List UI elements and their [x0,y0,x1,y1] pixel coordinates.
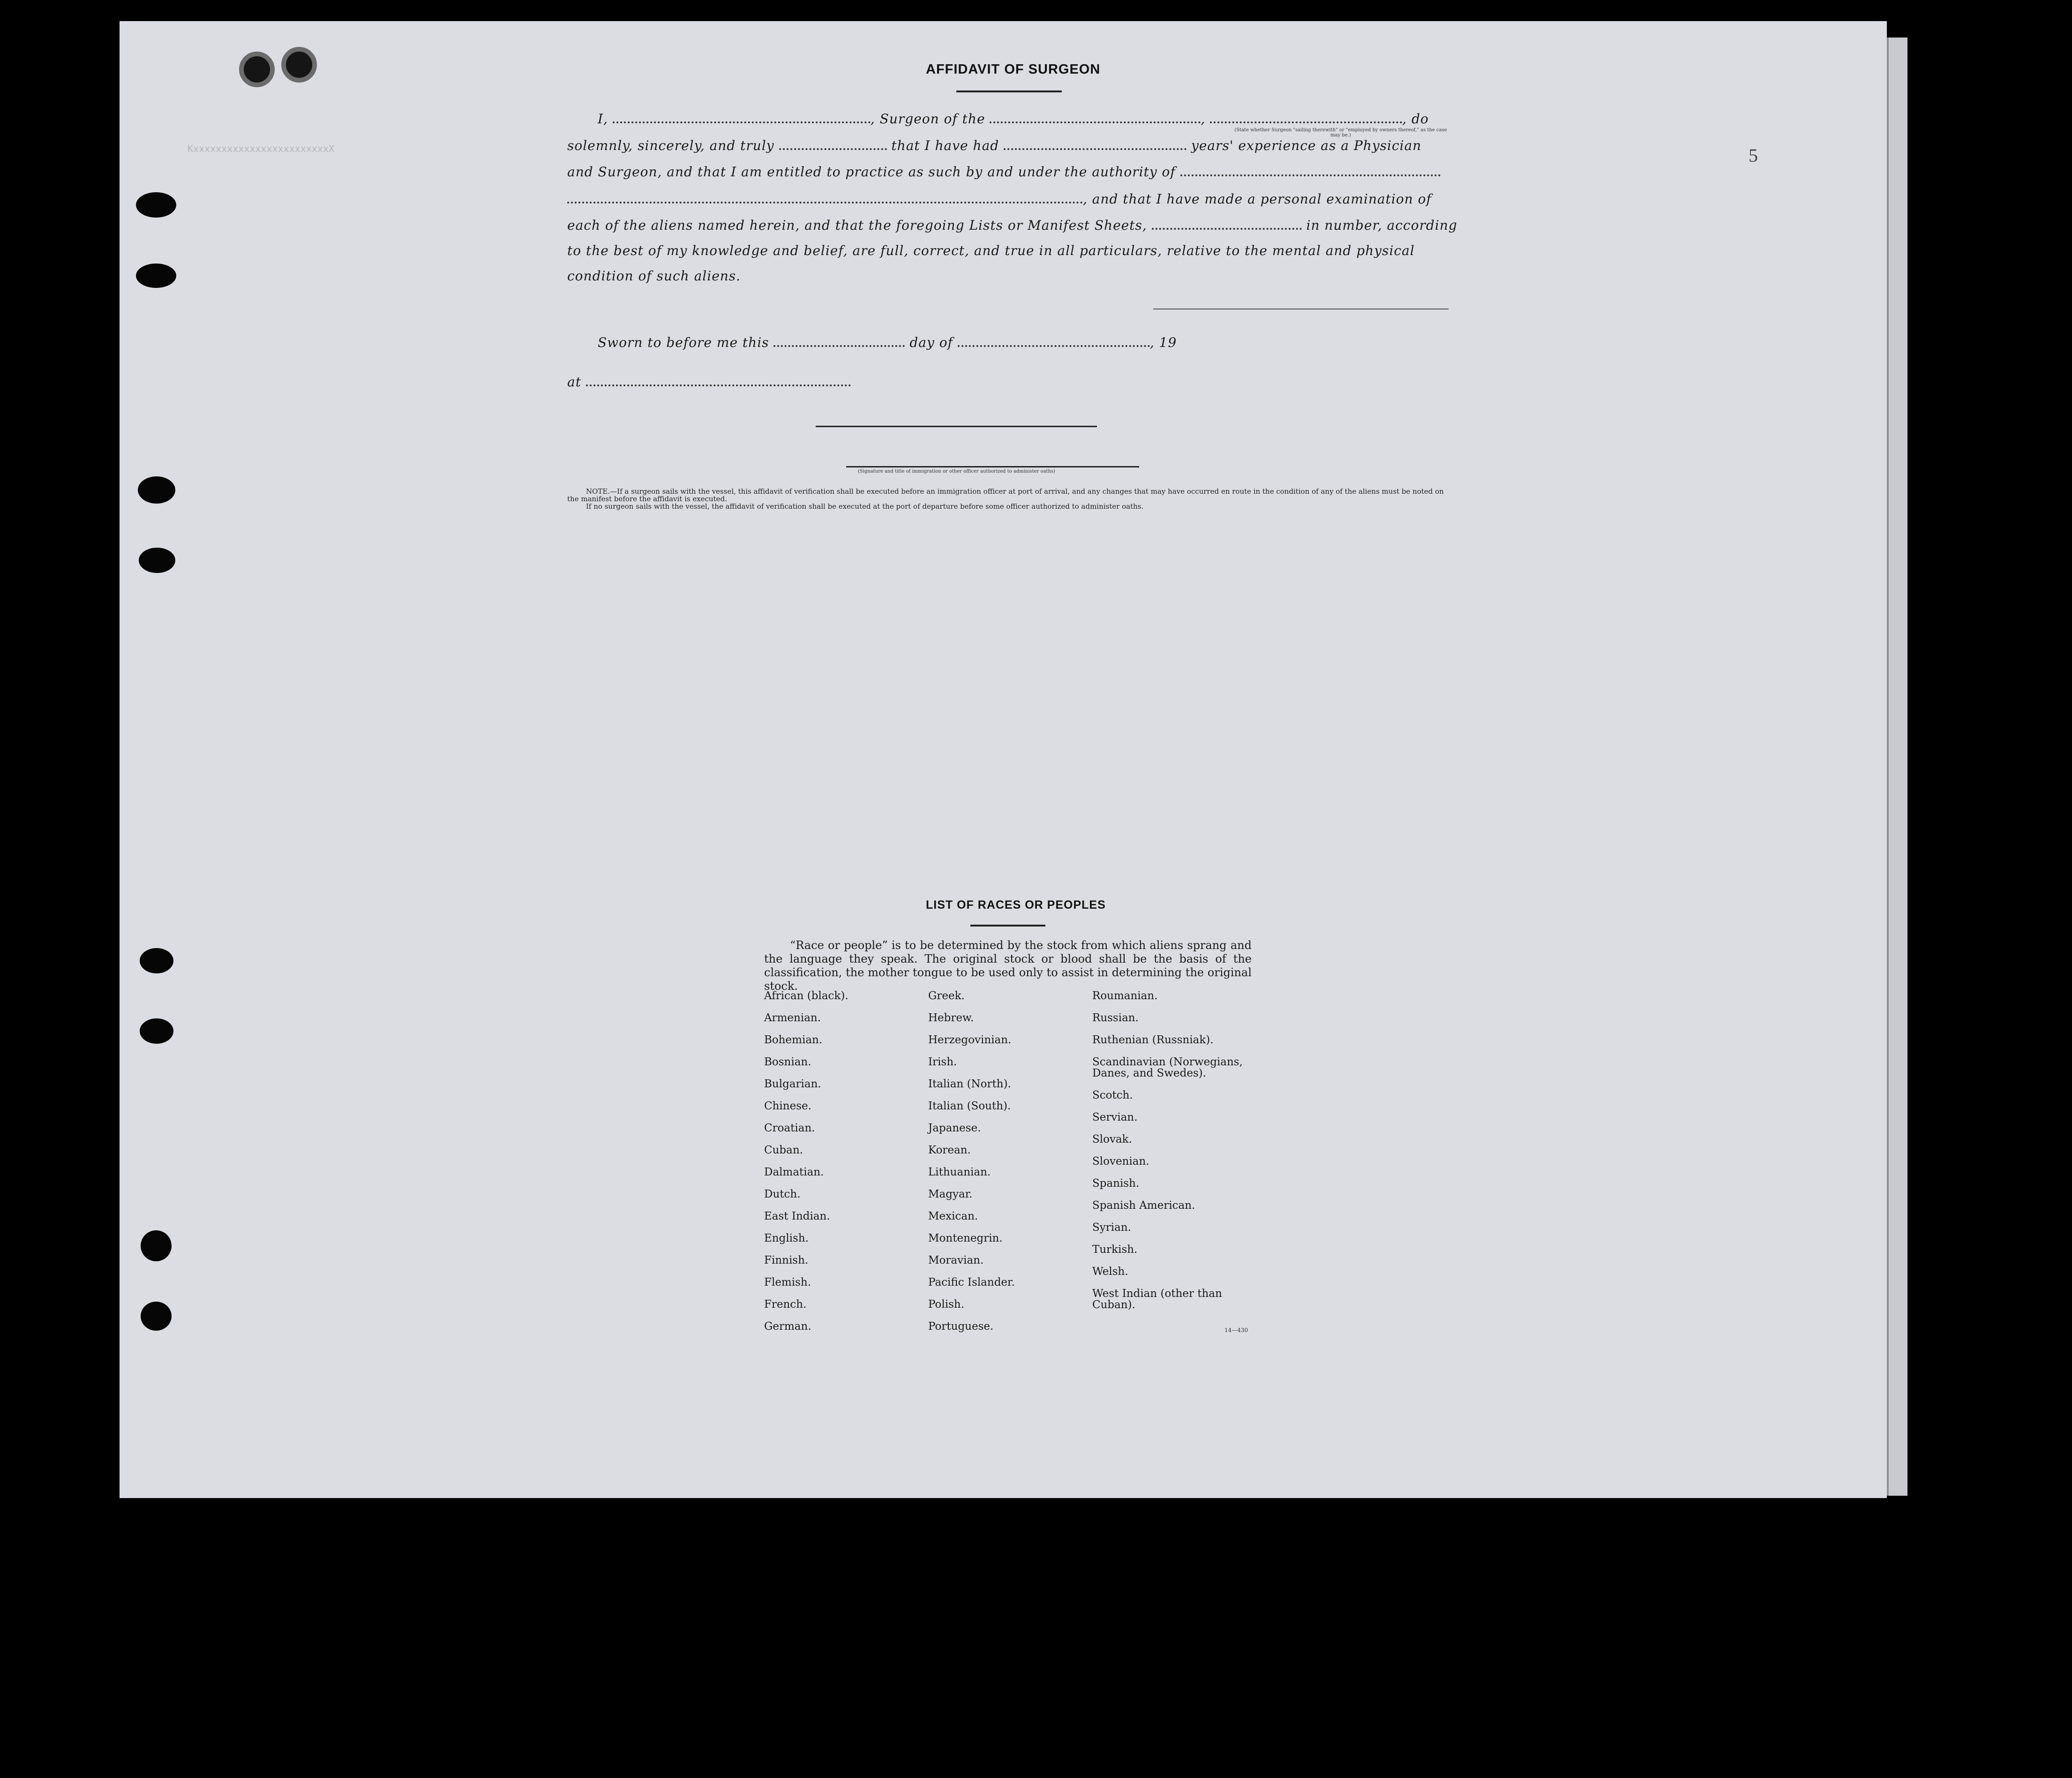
title-underline [956,90,1062,92]
race-item: Scotch. [1092,1089,1133,1101]
race-item: French. [764,1298,807,1311]
race-item: Korean. [928,1144,971,1156]
race-item: Herzegovinian. [928,1034,1012,1046]
race-item: Flemish. [764,1276,811,1288]
surgeon-name-field[interactable] [613,110,871,123]
race-item: Croatian. [764,1122,815,1134]
race-item: West Indian (other than Cuban). [1092,1288,1222,1311]
oath-field[interactable] [779,137,887,150]
race-item: Russian. [1092,1012,1139,1024]
officer-signature-caption: (Signature and title of immigration or other officer authorized to administer oaths) [858,469,1056,474]
punch-hole [139,548,175,573]
bleed-through-text [188,399,821,410]
race-item: East Indian. [764,1210,830,1222]
race-item: Armenian. [764,1012,821,1024]
sheet-count-field[interactable] [1152,217,1302,230]
race-item: Irish. [928,1056,957,1068]
race-item: Cuban. [764,1144,803,1156]
race-item: Slovenian. [1092,1155,1149,1168]
race-item: English. [764,1232,809,1244]
race-item: Spanish. [1092,1177,1140,1190]
races-intro: “Race or people” is to be determined by the stock from which aliens sprang and the language they speak. The original stock or blood shall be the basis of the classification, the mother tongue to be used only to assist in determining the original stock. [764,939,1252,993]
surgeon-status-field[interactable] [1210,110,1402,123]
punch-hole [136,192,176,218]
race-item: Japanese. [928,1122,981,1134]
sworn-day-field[interactable] [773,334,905,347]
race-item: German. [764,1320,811,1333]
affidavit-title: AFFIDAVIT OF SURGEON [926,62,1101,77]
form-code: 14—430 [1224,1327,1248,1334]
punch-hole [140,1018,173,1044]
affidavit-line-2: solemnly, sincerely, and truly that I have had years' experience as a Physician [567,138,1422,153]
race-item: Scandinavian (Norwegians, Danes, and Swedes). [1092,1056,1243,1079]
races-title-underline [970,925,1045,927]
race-item: Bohemian. [764,1034,823,1046]
years-experience-field[interactable] [1004,137,1186,150]
note-no-surgeon: If no surgeon sails with the vessel, the affidavit of verification shall be executed at the port of departure before some officer authorized to administer oaths. [586,502,1144,511]
sworn-month-field[interactable] [958,334,1150,347]
race-item: Welsh. [1092,1266,1128,1278]
race-item: Moravian. [928,1254,984,1266]
sworn-line: Sworn to before me this day of , 19 [598,335,1177,350]
affidavit-line-3: and Surgeon, and that I am entitled to practice as such by and under the authority of [567,163,1449,180]
race-item: Chinese. [764,1100,811,1112]
race-item: Pacific Islander. [928,1276,1015,1288]
race-item: Hebrew. [928,1012,974,1024]
punch-hole [138,476,175,504]
verification-note [567,488,1449,510]
race-item: African (black). [764,990,848,1002]
race-item: Dalmatian. [764,1166,824,1178]
affidavit-line-4: , and that I have made a personal examination of [567,190,1449,207]
race-item: Portuguese. [928,1320,994,1333]
race-item: Greek. [928,990,965,1002]
punch-hole [141,1302,172,1331]
affidavit-line-6: to the best of my knowledge and belief, are full, correct, and true in all particulars, relative to the mental and physical [567,243,1415,258]
affidavit-line-7: condition of such aliens. [567,268,741,284]
staple-mark [239,52,275,87]
races-column-2 [928,990,1097,1343]
authority-field-continued[interactable] [567,190,1083,203]
race-item: Bosnian. [764,1056,811,1068]
punch-hole [140,948,173,973]
race-item: Italian (South). [928,1100,1011,1112]
authority-field[interactable] [1180,163,1441,176]
race-item: Mexican. [928,1210,978,1222]
race-item: Servian. [1092,1111,1138,1123]
page-number: 5 [1749,145,1758,166]
race-item: Ruthenian (Russniak). [1092,1034,1214,1046]
races-column-3 [1092,990,1266,1321]
affidavit-line-1: I, , Surgeon of the , , do [598,111,1429,127]
race-item: Magyar. [928,1188,973,1200]
race-item: Bulgarian. [764,1078,821,1090]
races-title: LIST OF RACES OR PEOPLES [926,898,1106,912]
race-item: Slovak. [1092,1133,1132,1145]
sworn-place-field[interactable] [586,373,851,386]
race-item: Syrian. [1092,1221,1131,1234]
race-item: Turkish. [1092,1243,1138,1256]
punch-hole [141,1230,172,1261]
officer-title-line[interactable] [846,466,1139,467]
race-item: Finnish. [764,1254,809,1266]
note-surgeon-sails: NOTE.—If a surgeon sails with the vessel, this affidavit of verification shall be executed before an immigration officer at port of arrival, and any changes that may have occurred en route in the condition of any of the aliens must be noted on the manifest before the affidavit is executed. [567,487,1444,503]
race-item: Lithuanian. [928,1166,991,1178]
vessel-name-field[interactable] [990,110,1201,123]
race-item: Roumanian. [1092,990,1158,1002]
race-item: Italian (North). [928,1078,1011,1090]
surgeon-status-note: (State whether Surgeon "sailing therewith" or "employed by owners thereof," as the case may be.) [1234,128,1447,138]
sheet-edge [1887,38,1907,1496]
race-item: Polish. [928,1298,965,1311]
race-item: Dutch. [764,1188,801,1200]
officer-signature-line[interactable] [816,426,1097,427]
bleed-through-text: KxxxxxxxxxxxxxxxxxxxxxxxxX [188,143,335,154]
races-column-1 [764,990,933,1343]
staple-mark [281,47,317,83]
affidavit-line-5: each of the aliens named herein, and that the foregoing Lists or Manifest Sheets, in number, according [567,218,1457,233]
punch-hole [136,264,176,288]
sworn-at-line: at [567,373,1449,390]
race-item: Spanish American. [1092,1199,1195,1212]
race-item: Montenegrin. [928,1232,1003,1244]
